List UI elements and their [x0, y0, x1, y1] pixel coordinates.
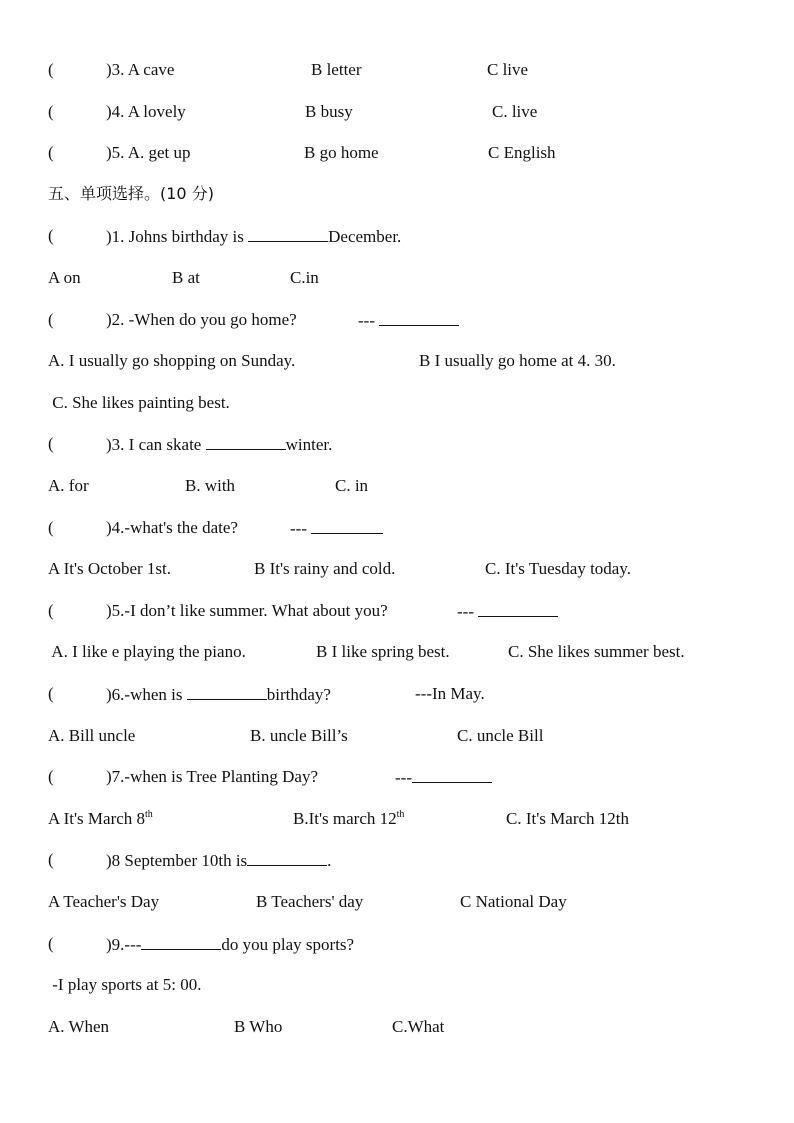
q5-5-option-c: C. She likes summer best.	[508, 642, 685, 661]
q5-7-option-b	[293, 809, 404, 829]
q5-7-option-a	[48, 809, 153, 829]
q4-5-option-b: B go home	[304, 143, 379, 162]
q5-9-suffix: do you play sports?	[221, 935, 355, 954]
q5-7-dash: ---	[395, 768, 412, 787]
q5-5-blank[interactable]	[478, 601, 558, 617]
q5-3-option-b: B. with	[185, 476, 236, 495]
q5-7-option-a-text: A It's March 8	[48, 809, 146, 828]
q5-6-option-a: A. Bill uncle	[48, 726, 136, 745]
q5-2-option-b: B I usually go home at 4. 30.	[419, 351, 616, 370]
q5-7-option-a-sup: th	[145, 809, 153, 820]
q5-6-option-c: C. uncle Bill	[457, 726, 544, 745]
q5-7-option-b-sup: th	[396, 809, 405, 820]
q5-8-suffix: .	[327, 851, 332, 870]
q5-1-option-a: A on	[48, 268, 81, 287]
q5-9-option-c: C.What	[392, 1017, 445, 1036]
q5-7-option-c: C. It's March 12th	[506, 809, 629, 828]
q5-8-option-a: A Teacher's Day	[48, 892, 160, 911]
q5-6-option-b: B. uncle Bill’s	[250, 726, 348, 745]
q5-8-option-c: C National Day	[460, 892, 567, 911]
q5-5-dash: ---	[457, 602, 479, 621]
q5-1-option-c: C.in	[290, 268, 319, 287]
q5-2-option-c: C. She likes painting best.	[48, 393, 230, 412]
q4-3-bracket: (	[48, 60, 54, 79]
q5-8-bracket: (	[48, 850, 54, 869]
q5-2-blank[interactable]	[379, 310, 459, 326]
q5-9-answer: -I play sports at 5: 00.	[48, 975, 202, 994]
q5-3-prefix: )3. I can skate	[106, 435, 206, 454]
q5-7-blank[interactable]	[412, 767, 492, 783]
q5-1-suffix: December.	[328, 227, 402, 246]
q5-7-option-b-text: B.It's march 12	[293, 809, 397, 828]
q4-5-bracket: (	[48, 143, 54, 162]
q5-8-prefix: )8 September 10th is	[106, 851, 248, 870]
q5-7-bracket: (	[48, 767, 54, 786]
q5-4-bracket: (	[48, 518, 54, 537]
q4-3-option-c: C live	[487, 60, 529, 79]
q5-4-option-b: B It's rainy and cold.	[254, 559, 396, 578]
q5-6-suffix: birthday?	[266, 685, 331, 704]
q5-9-blank[interactable]	[141, 934, 221, 950]
q5-1-question	[106, 226, 401, 247]
q5-1-blank[interactable]	[248, 226, 328, 242]
q5-3-blank[interactable]	[206, 434, 286, 450]
q5-9-option-b: B Who	[234, 1017, 283, 1036]
q5-9-prefix: )9.---	[106, 935, 142, 954]
q5-4-answer	[290, 518, 383, 539]
q5-3-question	[106, 434, 332, 455]
q4-4-option-c: C. live	[492, 102, 538, 121]
q5-6-blank[interactable]	[187, 684, 267, 700]
q4-3-option-b: B letter	[311, 60, 362, 79]
q5-3-suffix: winter.	[285, 435, 333, 454]
q5-7-question: )7.-when is Tree Planting Day?	[106, 767, 319, 786]
q5-6-question	[106, 684, 331, 705]
q5-9-bracket: (	[48, 934, 54, 953]
q5-7-answer	[395, 767, 492, 788]
q4-4-bracket: (	[48, 102, 54, 121]
q5-3-option-c: C. in	[335, 476, 369, 495]
q5-8-blank[interactable]	[247, 850, 327, 866]
q4-4-stem: )4. A lovely	[106, 102, 186, 121]
q5-5-answer	[457, 601, 558, 622]
q5-4-question: )4.-what's the date?	[106, 518, 238, 537]
q5-6-answer: ---In May.	[415, 684, 485, 703]
q5-5-option-b: B I like spring best.	[316, 642, 450, 661]
q5-9-option-a: A. When	[48, 1017, 110, 1036]
q5-4-option-a: A It's October 1st.	[48, 559, 171, 578]
q5-2-option-a: A. I usually go shopping on Sunday.	[48, 351, 296, 370]
q4-4-option-b: B busy	[305, 102, 353, 121]
q5-2-bracket: (	[48, 310, 54, 329]
q5-8-question	[106, 850, 331, 871]
q5-2-dash: ---	[358, 311, 380, 330]
section-five-heading: 五、单项选择。(10 分)	[48, 184, 214, 203]
q5-8-option-b: B Teachers' day	[256, 892, 364, 911]
q5-5-question: )5.-I don’t like summer. What about you?	[106, 601, 388, 620]
q5-3-option-a: A. for	[48, 476, 89, 495]
q5-6-bracket: (	[48, 684, 54, 703]
q4-3-stem: )3. A cave	[106, 60, 175, 79]
q5-9-question	[106, 934, 354, 955]
q5-5-option-a: A. I like e playing the piano.	[48, 642, 246, 661]
q5-6-prefix: )6.-when is	[106, 685, 187, 704]
q5-2-answer	[358, 310, 459, 331]
q5-1-prefix: )1. Johns birthday is	[106, 227, 249, 246]
q5-4-option-c: C. It's Tuesday today.	[485, 559, 632, 578]
q4-5-option-c: C English	[488, 143, 556, 162]
q5-1-option-b: B at	[172, 268, 200, 287]
q5-5-bracket: (	[48, 601, 54, 620]
q5-2-question: )2. -When do you go home?	[106, 310, 297, 329]
q5-4-dash: ---	[290, 519, 312, 538]
q5-4-blank[interactable]	[311, 518, 383, 534]
q5-3-bracket: (	[48, 434, 54, 453]
q4-5-stem: )5. A. get up	[106, 143, 191, 162]
q5-1-bracket: (	[48, 226, 54, 245]
